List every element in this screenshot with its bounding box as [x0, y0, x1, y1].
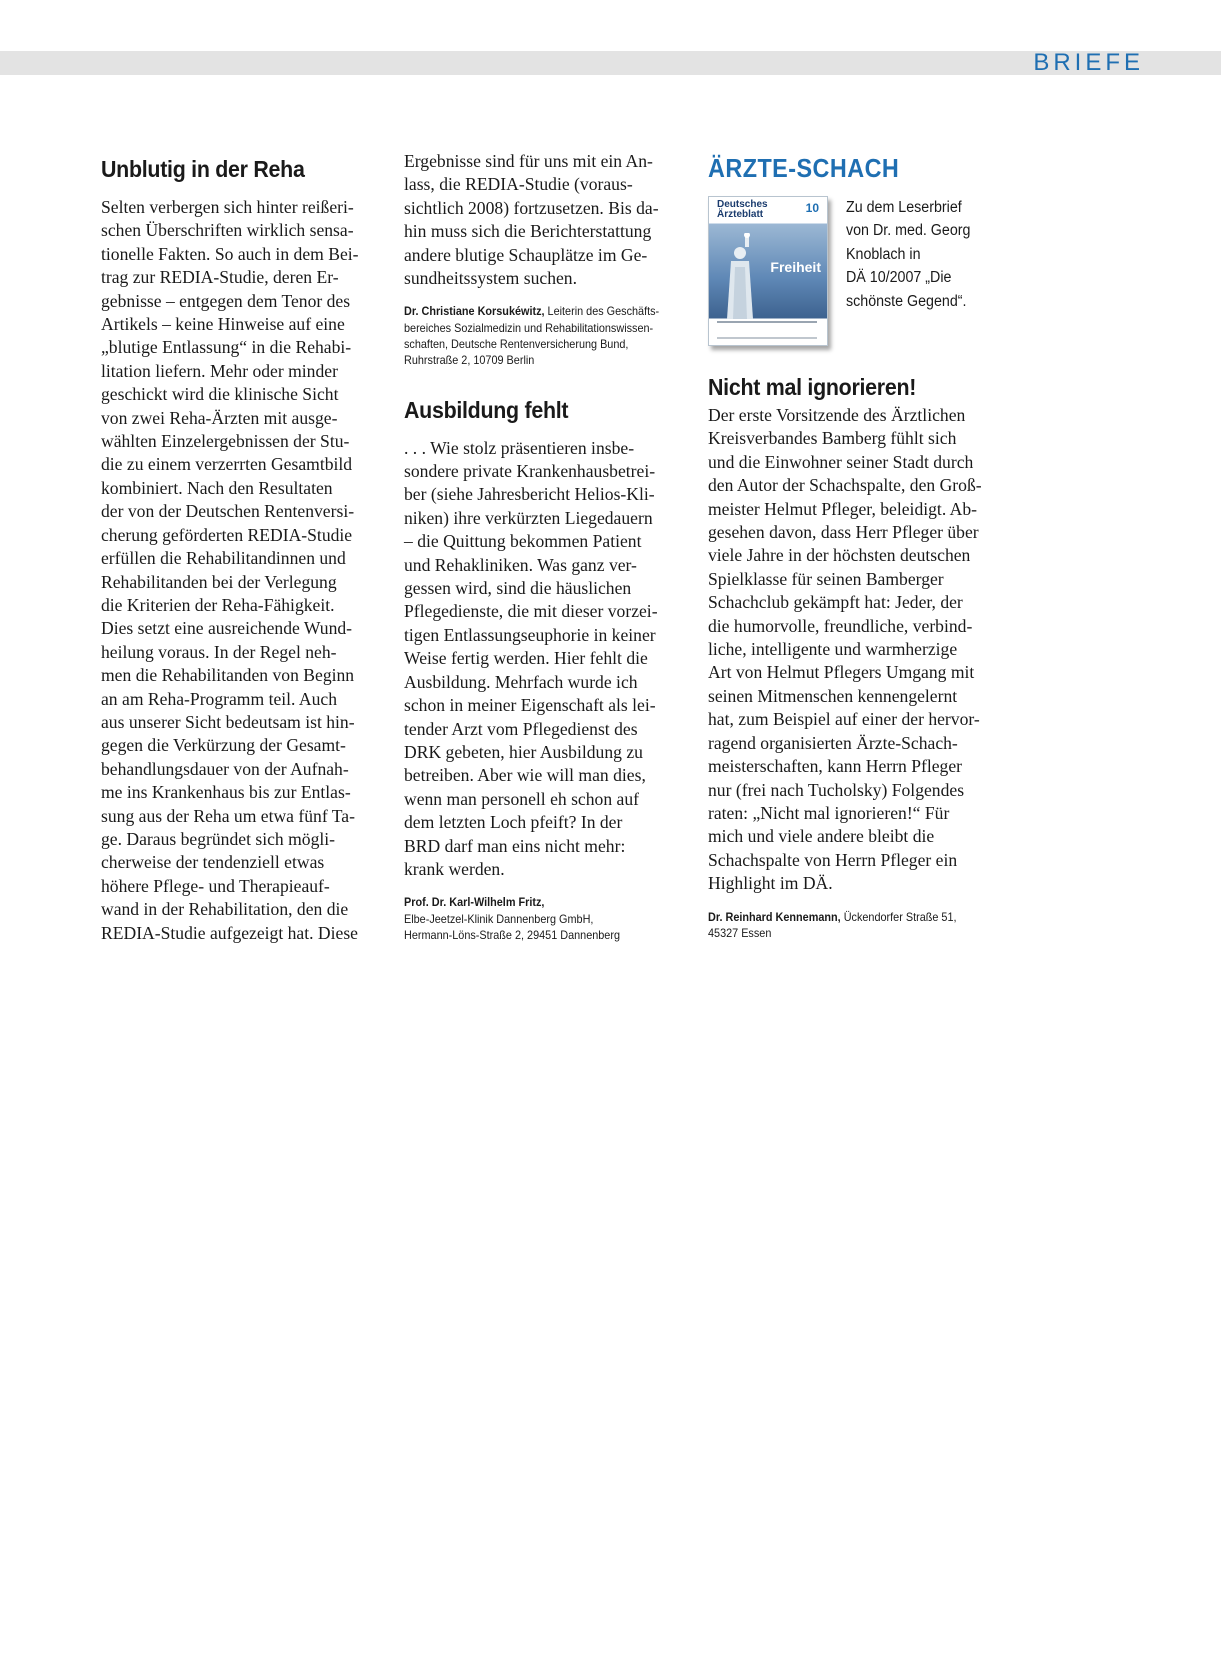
author-affiliation: Leiterin des Geschäfts- bereiches Sozialmedizin und Rehabilitationswissen- schaften, Deutsche Rentenversicherung Bund, Ruhrstraße 2, 10709 Berlin: [404, 304, 660, 368]
section-label: BRIEFE: [1033, 49, 1144, 76]
article-headline: Nicht mal ignorieren!: [708, 374, 917, 400]
author-signature: [708, 909, 984, 942]
author-name: Dr. Christiane Korsukéwitz,: [404, 304, 545, 319]
author-signature: [404, 894, 680, 943]
article-body: . . . Wie stolz präsentieren insbe- sondere private Krankenhausbetrei- ber (siehe Jahresbericht Helios-Kli- niken) ihre verkürzten Liegedauern – die Quittung bekommen Patient und Rehakliniken. Was ganz ver- gessen wird, sind die häuslichen Pflegedienste, die mit dieser vorzei- tigen Entlassungseuphorie in keiner Weise fertig werden. Hier fehlt die Ausbildung. Mehrfach wurde ich schon in meiner Eigenschaft als lei- tender Arzt vom Pflegedienst des DRK gebeten, hier Ausbildung zu betreiben. Aber wie will man dies, wenn man personell eh schon auf dem letzten Loch pfeift? In der BRD darf man eins nicht mehr: krank werden.: [404, 437, 658, 879]
section-kicker: ÄRZTE-SCHACH: [708, 153, 900, 183]
cover-title: Deutsches Ärzteblatt: [717, 199, 768, 220]
article-body: Der erste Vorsitzende des Ärztlichen Kreisverbandes Bamberg fühlt sich und die Einwohner seiner Stadt durch den Autor der Schachspalte, den Groß- meister Helmut Pfleger, beleidigt. Ab- gesehen davon, dass Herr Pfleger über viele Jahre in der höchsten deutschen Spielklasse für seinen Bamberger Schachclub gekämpft hat: Jeder, der die humorvolle, freundliche, verbind- liche, intelligente und warmherzige Art von Helmut Pflegers Umgang mit seinen Mitmenschen kennengelernt hat, zum Beispiel auf einer der hervor- ragend organisierten Ärzte-Schach- meisterschaften, kann Herrn Pfleger nur (frei nach Tucholsky) Folgendes raten: „Nicht mal ignorieren!“ Für mich und viele andere bleibt die Schachspalte von Herrn Pfleger ein Highlight im DÄ.: [708, 405, 982, 894]
article-body-continuation: Ergebnisse sind für uns mit ein An- lass, die REDIA-Studie (voraus- sichtlich 2008) fortzusetzen. Bis da- hin muss sich die Berichterstattung andere blutige Schauplätze im Ge- sundheitssystem suchen.: [404, 151, 659, 289]
author-affiliation: Elbe-Jeetzel-Klinik Dannenberg GmbH, Hermann-Löns-Straße 2, 29451 Dannenberg: [404, 911, 620, 942]
author-affiliation: Ückendorfer Straße 51, 45327 Essen: [708, 909, 957, 940]
cover-caption: Zu dem Leserbrief von Dr. med. Georg Knoblach in DÄ 10/2007 „Die schönste Gegend“.: [846, 199, 971, 310]
cover-issue-number: 10: [805, 201, 819, 215]
author-signature: [404, 303, 680, 368]
article-body: Selten verbergen sich hinter reißeri- schen Überschriften wirklich sensa- tionelle Fakten. So auch in dem Bei- trag zur REDIA-Studie, deren Er- gebnisse – entgegen dem Tenor des Artikels – keine Hinweise auf eine „blutige Entlassung“ in die Rehabi- litation liefern. Mehr oder minder geschickt wird die klinische Sicht von zwei Reha-Ärzten mit ausge- wählten Einzelergebnissen der Stu- die zu einem verzerrten Gesamtbild kombiniert. Nach den Resultaten der von der Deutschen Rentenversi- cherung geförderten REDIA-Studie erfüllen die Rehabilitandinnen und Rehabilitanden bei der Verlegung die Kriterien der Reha-Fähigkeit. Dies setzt eine ausreichende Wund- heilung voraus. In der Regel neh- men die Rehabilitanden von Beginn an am Reha-Programm teil. Auch aus unserer Sicht bedeutsam ist hin- gegen die Verkürzung der Gesamt- behandlungsdauer von der Aufnah- me ins Krankenhaus bis zur Entlas- sung aus der Reha um etwa fünf Ta- ge. Daraus begründet sich mögli- cherweise der tendenziell etwas höhere Pflege- und Therapieauf- wand in der Rehabilitation, den die REDIA-Studie aufgezeigt hat. Diese: [101, 197, 359, 943]
column-2: [404, 150, 688, 943]
cover-headline: Freiheit: [770, 259, 821, 275]
author-name: Prof. Dr. Karl-Wilhelm Fritz,: [404, 895, 545, 910]
column-3: [708, 150, 992, 941]
article-headline: Unblutig in der Reha: [101, 156, 305, 182]
statue-of-liberty-icon: [723, 233, 767, 319]
article-headline: Ausbildung fehlt: [404, 396, 569, 423]
column-1: [101, 150, 385, 945]
magazine-cover-image: [708, 196, 828, 346]
author-name: Dr. Reinhard Kennemann,: [708, 909, 841, 924]
cover-row: [708, 196, 992, 346]
cover-footer-lines: [717, 321, 817, 339]
